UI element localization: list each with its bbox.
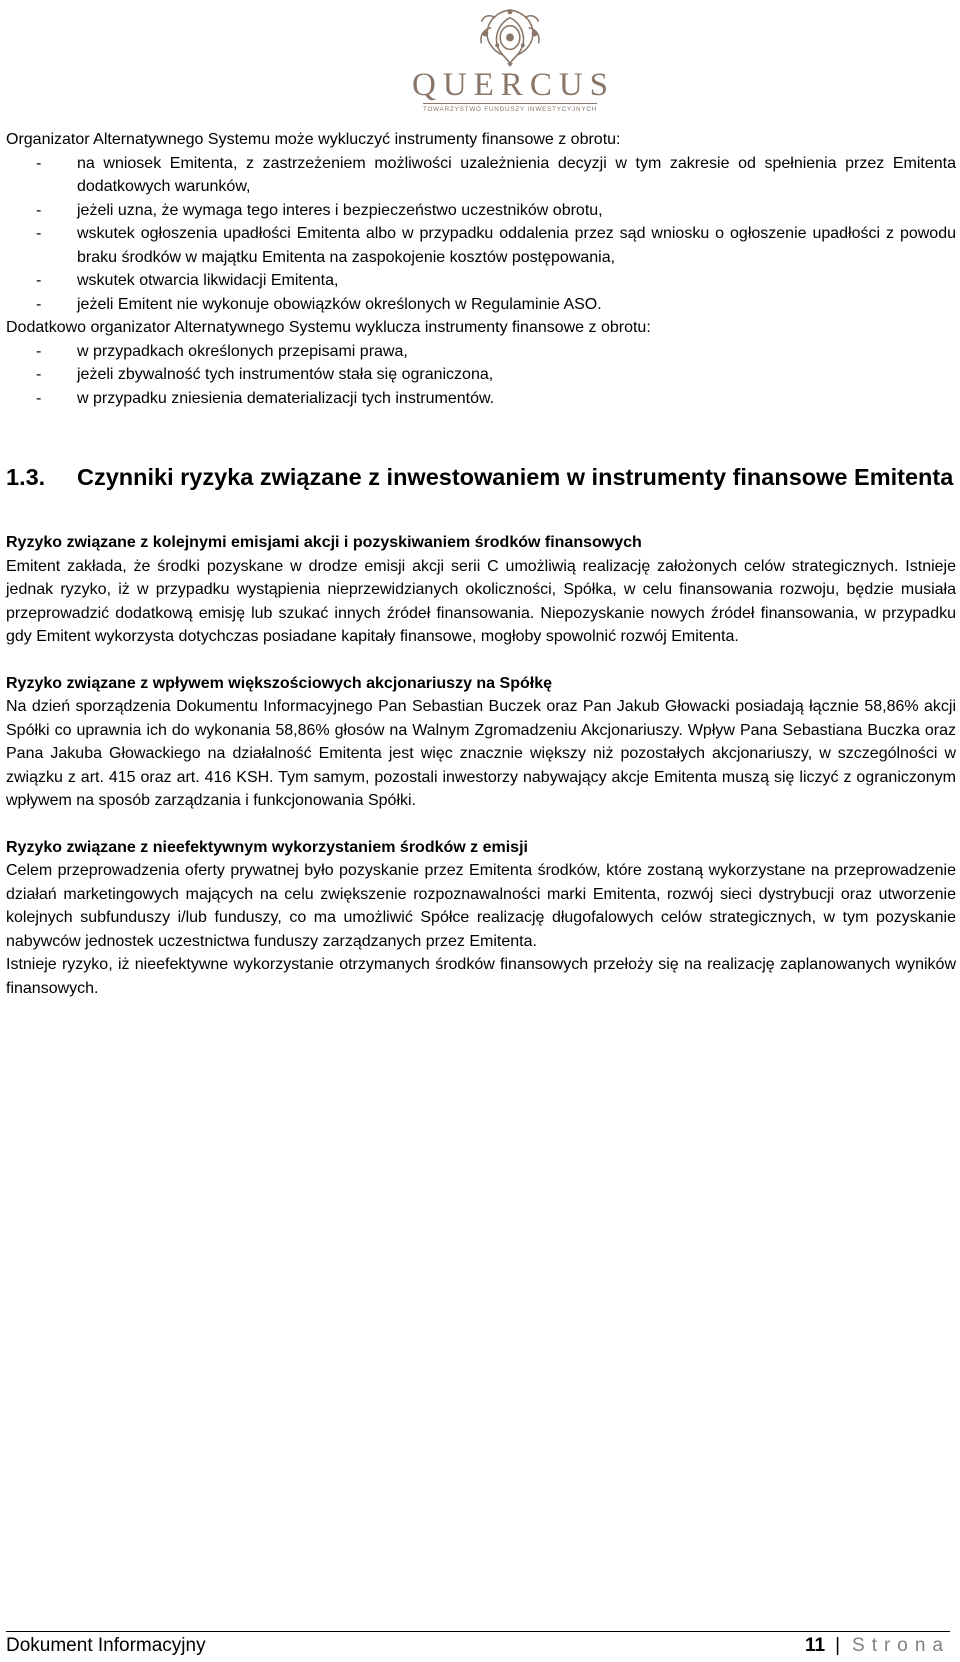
risk-title: Ryzyko związane z kolejnymi emisjami akcji i pozyskiwaniem środków finansowych xyxy=(6,534,642,551)
section-heading xyxy=(6,461,956,493)
risk-paragraph: Istnieje ryzyko, iż nieefektywne wykorzystanie otrzymanych środków finansowych przełoży się na realizację zaplanowanych wyników finansowych. xyxy=(6,956,956,997)
section-number: 1.3. xyxy=(6,464,46,490)
page-footer xyxy=(6,1631,950,1660)
page-word: Strona xyxy=(852,1635,950,1656)
footer-separator: | xyxy=(835,1635,841,1656)
page-number: 11 xyxy=(804,1635,826,1656)
list-item: - wskutek otwarcia likwidacji Emitenta, xyxy=(6,269,956,293)
exclusion-intro: Organizator Alternatywnego Systemu może wykluczyć instrumenty finansowe z obrotu: xyxy=(6,131,621,148)
risk-paragraph: Emitent zakłada, że środki pozyskane w drodze emisji akcji serii C umożliwią realizację założonych celów strategicznych. Istnieje jednak ryzyko, iż w przypadku wystąpienia nieprzewidzianych okoliczności, Spółka, w celu finansowania rozwoju, będzie musiała przeprowadzić dodatkową emisję lub szukać innych źródeł finansowania. Niepozyskanie nowych źródeł finansowania, w przypadku gdy Emitent wykorzysta dotychczas posiadane kapitały finansowe, mogłoby spowolnić rozwój Emitenta. xyxy=(6,557,956,645)
section-title: Czynniki ryzyka związane z inwestowaniem w instrumenty finansowe Emitenta xyxy=(77,464,954,490)
exclusion-list-2 xyxy=(6,340,956,411)
list-item: - na wniosek Emitenta, z zastrzeżeniem możliwości uzależnienia decyzji w tym zakresie od spełnienia przez Emitenta dodatkowych warunków, xyxy=(6,152,956,199)
risk-paragraph: Celem przeprowadzenia oferty prywatnej było pozyskanie przez Emitenta środków, które zostaną wykorzystane na przeprowadzenie działań marketingowych mających na celu zwiększenie rozpoznawalności marki Emitenta, rozwój sieci dystrybucji oraz utworzenie kolejnych subfunduszy i/lub funduszy, co ma umożliwić Spółce realizację długofalowych celów strategicznych, w tym pozyskanie nabywców jednostek uczestnictwa funduszy zarządzanych przez Emitenta. xyxy=(6,862,956,950)
list-item: - jeżeli uzna, że wymaga tego interes i bezpieczeństwo uczestników obrotu, xyxy=(6,199,956,223)
risk-paragraph: Na dzień sporządzenia Dokumentu Informacyjnego Pan Sebastian Buczek oraz Pan Jakub Głowacki posiadają łącznie 58,86% akcji Spółki co uprawnia ich do wykonania 58,86% głosów na Walnym Zgromadzeniu Akcjonariuszy. Wpływ Pana Sebastiana Buczka oraz Pana Jakuba Głowackiego na działalność Emitenta jest więc znacznie większy niż pozostałych akcjonariuszy, w szczególności w związku z art. 415 oraz art. 416 KSH. Tym samym, pozostali inwestorzy nabywający akcje Emitenta muszą się liczyć z ograniczonym wpływem na sposób zarządzania i funkcjonowania Spółki. xyxy=(6,698,956,809)
list-item: - w przypadku zniesienia dematerializacji tych instrumentów. xyxy=(6,387,956,411)
exclusion-list xyxy=(6,152,956,317)
list-item: - jeżeli Emitent nie wykonuje obowiązków określonych w Regulaminie ASO. xyxy=(6,293,956,317)
logo-subtitle: TOWARZYSTWO FUNDUSZY INWESTYCYJNYCH xyxy=(423,103,597,114)
risk-title: Ryzyko związane z nieefektywnym wykorzystaniem środków z emisji xyxy=(6,838,528,856)
exclusion-intro-2: Dodatkowo organizator Alternatywnego Systemu wyklucza instrumenty finansowe z obrotu: xyxy=(6,319,651,336)
list-item: - wskutek ogłoszenia upadłości Emitenta albo w przypadku oddalenia przez sąd wniosku o ogłoszenie upadłości z powodu braku środków w majątku Emitenta na zaspokojenie kosztów postępowania, xyxy=(6,222,956,269)
footer-document-name: Dokument Informacyjny xyxy=(6,1635,206,1656)
page-indicator xyxy=(805,1635,950,1657)
document-body xyxy=(6,128,956,1000)
oak-crest-icon xyxy=(467,6,553,67)
logo-name: QUERCUS xyxy=(411,67,616,103)
risk-title: Ryzyko związane z wpływem większościowych akcjonariuszy na Spółkę xyxy=(6,674,552,692)
company-logo xyxy=(405,6,615,114)
list-item: - w przypadkach określonych przepisami prawa, xyxy=(6,340,956,364)
list-item: - jeżeli zbywalność tych instrumentów stała się ograniczona, xyxy=(6,363,956,387)
